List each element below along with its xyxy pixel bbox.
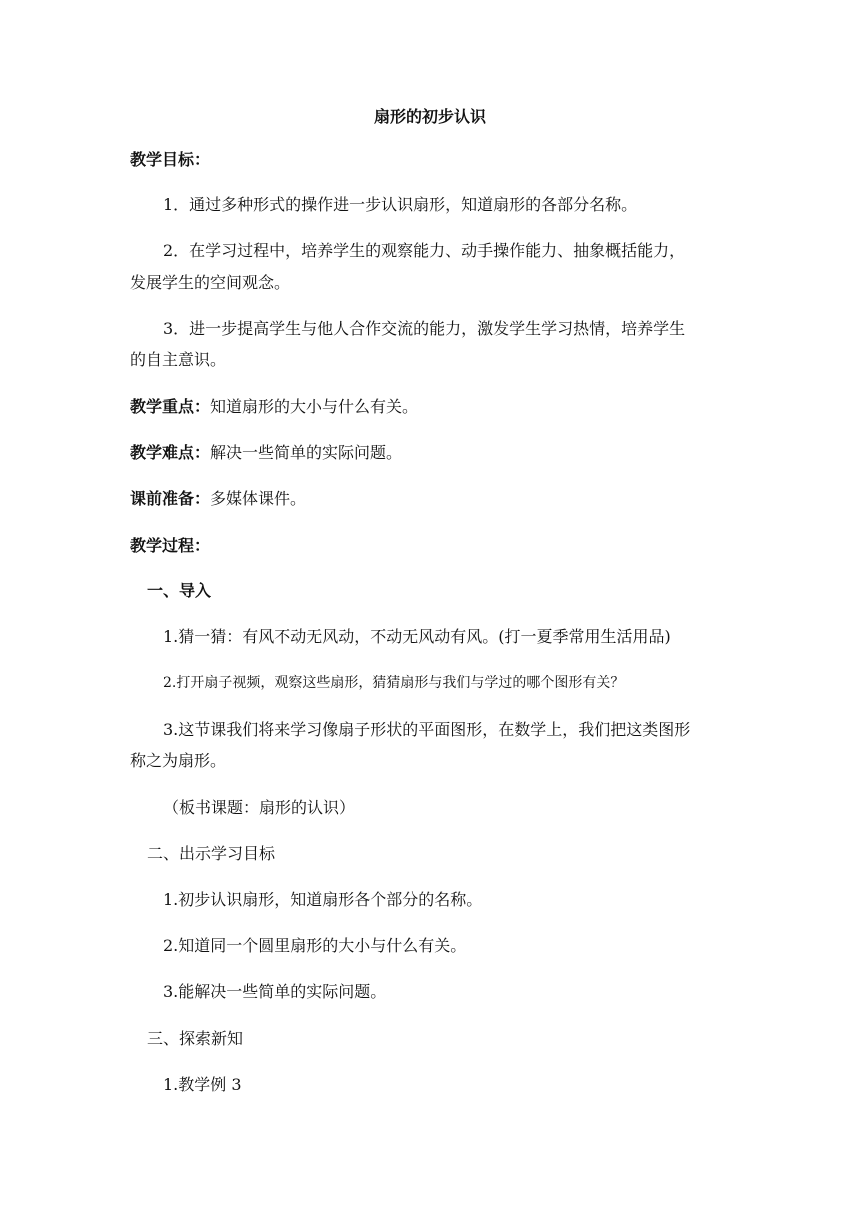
board-note: （板书课题：扇形的认识）	[163, 798, 356, 817]
section2-heading: 二、出示学习目标	[147, 844, 276, 863]
preparation-row	[130, 489, 306, 509]
difficulty-label: 教学难点：	[130, 443, 211, 462]
section1-item-3-line1: 3.这节课我们将来学习像扇子形状的平面图形，在数学上，我们把这类图形	[163, 720, 691, 739]
section2-item-1: 1.初步认识扇形，知道扇形各个部分的名称。	[163, 890, 483, 909]
preparation-label: 课前准备：	[130, 489, 211, 508]
section1-item-1: 1.猜一猜：有风不动无风动，不动无风动有风。(打一夏季常用生活用品)	[163, 627, 671, 646]
difficulty-text: 解决一些简单的实际问题。	[210, 443, 403, 462]
objective-2-line1: 2．在学习过程中，培养学生的观察能力、动手操作能力、抽象概括能力，	[163, 241, 686, 260]
objective-1: 1．通过多种形式的操作进一步认识扇形，知道扇形的各部分名称。	[163, 195, 638, 214]
section3-heading: 三、探索新知	[147, 1029, 244, 1048]
key-point-label: 教学重点：	[130, 397, 211, 416]
section2-item-3: 3.能解决一些简单的实际问题。	[163, 982, 387, 1001]
objectives-heading: 教学目标：	[130, 150, 211, 169]
objective-3-line2: 的自主意识。	[130, 350, 227, 369]
difficulty-row	[130, 443, 402, 463]
process-heading: 教学过程：	[130, 536, 211, 555]
section3-item-1: 1.教学例 3	[163, 1075, 242, 1094]
objective-2-line2: 发展学生的空间观念。	[130, 273, 291, 292]
preparation-text: 多媒体课件。	[210, 489, 307, 508]
document-title: 扇形的初步认识	[373, 107, 486, 126]
key-point-row	[130, 397, 418, 417]
section1-heading: 一、导入	[147, 581, 212, 600]
key-point-text: 知道扇形的大小与什么有关。	[210, 397, 419, 416]
objective-3-line1: 3．进一步提高学生与他人合作交流的能力，激发学生学习热情，培养学生	[163, 319, 686, 338]
section2-item-2: 2.知道同一个圆里扇形的大小与什么有关。	[163, 936, 467, 955]
section1-item-3-line2: 称之为扇形。	[130, 751, 227, 770]
section1-item-2: 2.打开扇子视频，观察这些扇形，猜猜扇形与我们与学过的哪个图形有关？	[163, 675, 625, 691]
